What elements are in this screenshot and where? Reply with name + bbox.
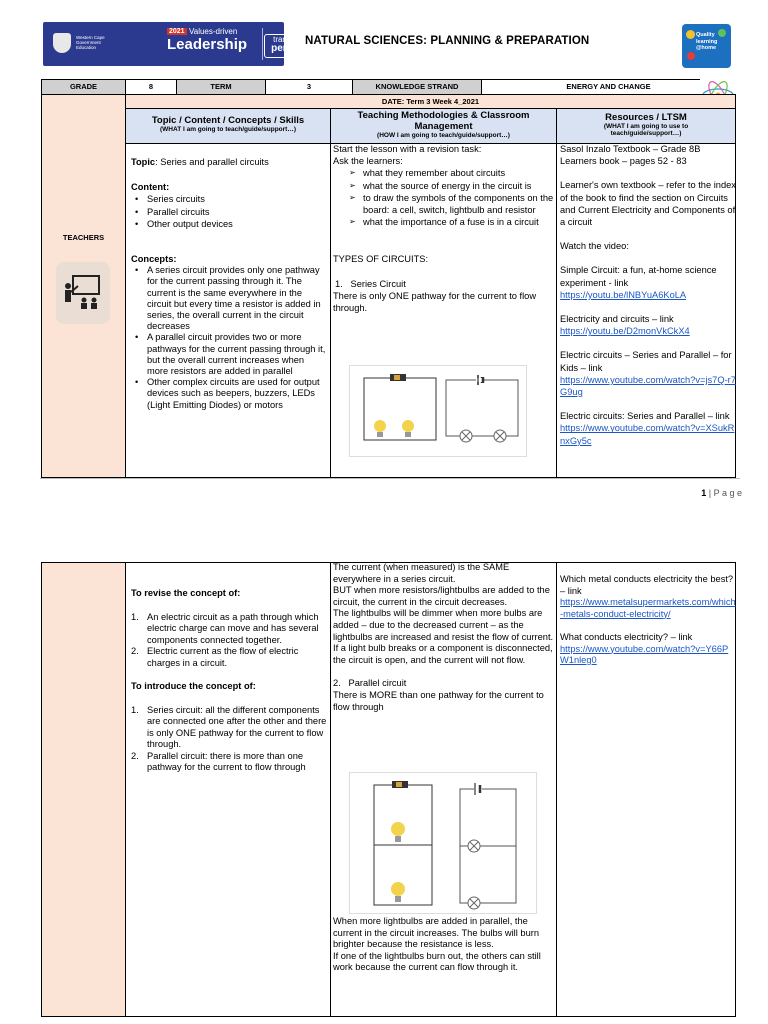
concepts-label: Concepts xyxy=(131,254,174,265)
coat-of-arms-icon xyxy=(53,33,71,53)
document-title: NATURAL SCIENCES: PLANNING & PREPARATION xyxy=(305,35,590,47)
resource-text: Learner's own textbook – refer to the index of the book to find the section on Circuits and Current Electricity and Components of a circuit xyxy=(560,180,736,228)
term-value: 3 xyxy=(265,79,353,95)
page-word: P a g e xyxy=(713,488,742,498)
methods-content xyxy=(333,143,555,314)
methods-paragraph: If one of the lightbulbs burn out, the others can still work because the current can flow through it. xyxy=(333,950,541,973)
quality-learning-logo xyxy=(682,24,731,68)
resource-text: Simple Circuit: a fun, at-home science experiment - link xyxy=(560,265,717,288)
list-number: 1. xyxy=(131,704,139,715)
page-number-value: 1 xyxy=(701,488,707,498)
banner-values-driven: Values-driven xyxy=(189,27,238,36)
series-circuit-diagram xyxy=(349,365,527,457)
methods-ask: Ask the learners: xyxy=(333,156,403,167)
teachers-label: TEACHERS xyxy=(62,233,105,242)
revise-item: Electric current as the flow of electric charges in a circuit. xyxy=(147,646,299,668)
introduce-item: Series circuit: all the different components are connected one after the other and there is only ONE pathway for the current to flow through. xyxy=(147,704,327,749)
methods-paragraph: When more lightbulbs are added in parallel, the current in the circuit increases. The bulbs will burn brighter because the resistance is less. xyxy=(333,916,540,950)
strand-value: ENERGY AND CHANGE xyxy=(481,79,736,95)
parallel-number: 2. xyxy=(333,678,341,689)
resource-link[interactable]: https://www.youtube.com/watch?v=XSukRnxGy5c xyxy=(560,423,735,446)
methods-item: ➢ what they remember about circuits xyxy=(333,167,555,179)
term-label: TERM xyxy=(176,79,266,95)
methods-item: ➢ what the importance of a fuse is in a circuit xyxy=(333,216,555,228)
banner-leadership: Leadership xyxy=(167,36,248,53)
parallel-text: There is MORE than one pathway for the current to flow through xyxy=(333,689,544,712)
methods-item: ➢ to draw the symbols of the components on the board: a cell, switch, lightbulb and resistor xyxy=(333,192,555,216)
methods-header xyxy=(330,108,557,144)
methods-paragraph: The lightbulbs will be dimmer when more bulbs are added – due to the decreased current – as the lightbulbs are increased and resist the flow of current. xyxy=(333,608,554,642)
list-number: 2. xyxy=(131,646,139,656)
resources-content xyxy=(560,143,736,447)
revise-item: An electric circuit as a path through which electric charge can move and has several components connected together. xyxy=(147,611,319,645)
banner-year: 2021 xyxy=(169,28,185,35)
resources-header-title: Resources / LTSM xyxy=(605,112,687,123)
introduce-label: To introduce the concept of: xyxy=(131,681,256,691)
content-item: • Parallel circuits xyxy=(131,206,327,218)
resource-text: What conducts electricity? – link xyxy=(560,632,693,642)
methods-content-page2-bottom xyxy=(333,916,555,974)
resource-link[interactable]: https://www.youtube.com/watch?v=Y66PW1nleg0 xyxy=(560,643,729,665)
topic-content-page2 xyxy=(131,588,327,774)
resource-link[interactable]: https://www.metalsupermarkets.com/which-metals-conduct-electricity/ xyxy=(560,597,736,619)
resource-text: Electric circuits – Series and Parallel – for Kids – link xyxy=(560,350,732,373)
methods-content-page2 xyxy=(333,562,555,713)
methods-header-sub: (HOW I am going to teach/guide/support…) xyxy=(377,132,510,139)
quality-learning-text: Quality learning @home xyxy=(696,32,718,51)
content-label: Content xyxy=(131,182,167,193)
resource-link[interactable]: https://youtu.be/lNBYuA6KoLA xyxy=(560,289,687,300)
page-number: 1 | P a g e xyxy=(701,488,742,498)
page-footer-rule xyxy=(40,478,740,479)
banner-divider xyxy=(262,28,263,60)
concept-item: • A parallel circuit provides two or more pathways for the current passing through it, but the overall current increases when more resistors are added in parallel xyxy=(131,332,327,377)
topic-text: : Series and parallel circuits xyxy=(155,157,269,167)
resource-text: Electricity and circuits – link xyxy=(560,314,674,325)
introduce-item: Parallel circuit: there is more than one pathway for the current to flow through xyxy=(147,750,306,772)
strand-label: KNOWLEDGE STRAND xyxy=(352,79,482,95)
list-number: 1. xyxy=(131,611,139,622)
resource-text: Which metal conducts electricity the best? – link xyxy=(560,574,734,596)
logo-dot-icon xyxy=(687,52,695,60)
grade-label: GRADE xyxy=(41,79,126,95)
topic-header xyxy=(125,108,331,144)
parallel-title: Parallel circuit xyxy=(348,678,407,689)
topic-header-title: Topic / Content / Concepts / Skills xyxy=(151,115,305,126)
parallel-circuit-diagram xyxy=(349,772,537,914)
concept-item: • Other complex circuits are used for output devices such as beepers, buzzers, LEDs (Light Emitting Diodes) or motors xyxy=(131,377,327,411)
series-text: There is only ONE pathway for the current to flow through. xyxy=(333,290,537,314)
resources-header xyxy=(556,108,736,144)
series-title: Series Circuit xyxy=(350,278,406,289)
resources-header-sub: (WHAT I am going to use to teach/guide/support…) xyxy=(603,123,689,137)
resource-link[interactable]: https://www.youtube.com/watch?v=js7Q-r7G9ug xyxy=(560,374,736,398)
methods-paragraph: The current (when measured) is the SAME everywhere in a series circuit. xyxy=(333,562,510,584)
content-item: • Series circuits xyxy=(131,193,327,205)
resource-text: Watch the video: xyxy=(560,241,629,252)
methods-paragraph: BUT when more resistors/lightbulbs are added to the circuit, the current in the circuit decreases. xyxy=(333,585,550,607)
methods-intro: Start the lesson with a revision task: xyxy=(333,144,482,154)
logo-dot-icon xyxy=(686,30,695,39)
perform-text: perform xyxy=(271,43,309,54)
methods-header-title: Teaching Methodologies & Classroom Management xyxy=(357,110,530,132)
list-number: 2. xyxy=(131,750,139,761)
date-row: DATE: Term 3 Week 4_2021 xyxy=(125,94,736,109)
resources-content-page2 xyxy=(560,574,736,667)
content-item: • Other output devices xyxy=(131,218,327,230)
grade-value: 8 xyxy=(125,79,177,95)
teacher-presentation-icon xyxy=(56,262,110,324)
series-number: 1. xyxy=(335,278,343,289)
types-of-circuits: TYPES OF CIRCUITS: xyxy=(333,254,429,265)
teacher-icon-frame xyxy=(56,262,110,324)
leadership-banner xyxy=(43,22,309,66)
revise-label: To revise the concept of: xyxy=(131,588,241,598)
topic-content: Topic: Series and parallel circuits Content: • Series circuits • Parallel circuits • Other output devices Concepts: • A series circuit provides only one pathway for the current passing through it. The current is the same everywhere in the circuit but every time a resistor is added in series, the overall current in the circuit decreases • A parallel circuit provides two or more pathways for the current passing through it, but the overall current increases when more resistors are added in parallel • Other complex circuits are used for output devices such as beepers, buzzers, LEDs (Light Emitting Diodes) or motors xyxy=(131,156,327,411)
methods-paragraph: If a light bulb breaks or a component is disconnected, the circuit is open, and the current will not flow. xyxy=(333,643,553,665)
government-logo-text: Western Cape Government Education xyxy=(76,35,105,50)
methods-item: ➢ what the source of energy in the circuit is xyxy=(333,180,555,192)
transform-text: transform xyxy=(273,35,307,44)
teachers-column-page2 xyxy=(41,562,126,1017)
resource-text: Electric circuits: Series and Parallel – link xyxy=(560,411,730,422)
resource-link[interactable]: https://youtu.be/D2monVkCkX4 xyxy=(560,326,690,337)
concept-item: • A series circuit provides only one pathway for the current passing through it. The current is the same everywhere in the circuit but every time a resistor is added in series, the overall current in the circuit decreases xyxy=(131,265,327,332)
resource-text: Sasol Inzalo Textbook – Grade 8B Learners book – pages 52 - 83 xyxy=(560,144,701,167)
topic-label: Topic xyxy=(131,157,156,167)
topic-header-sub: (WHAT I am going to teach/guide/support…) xyxy=(159,126,296,133)
